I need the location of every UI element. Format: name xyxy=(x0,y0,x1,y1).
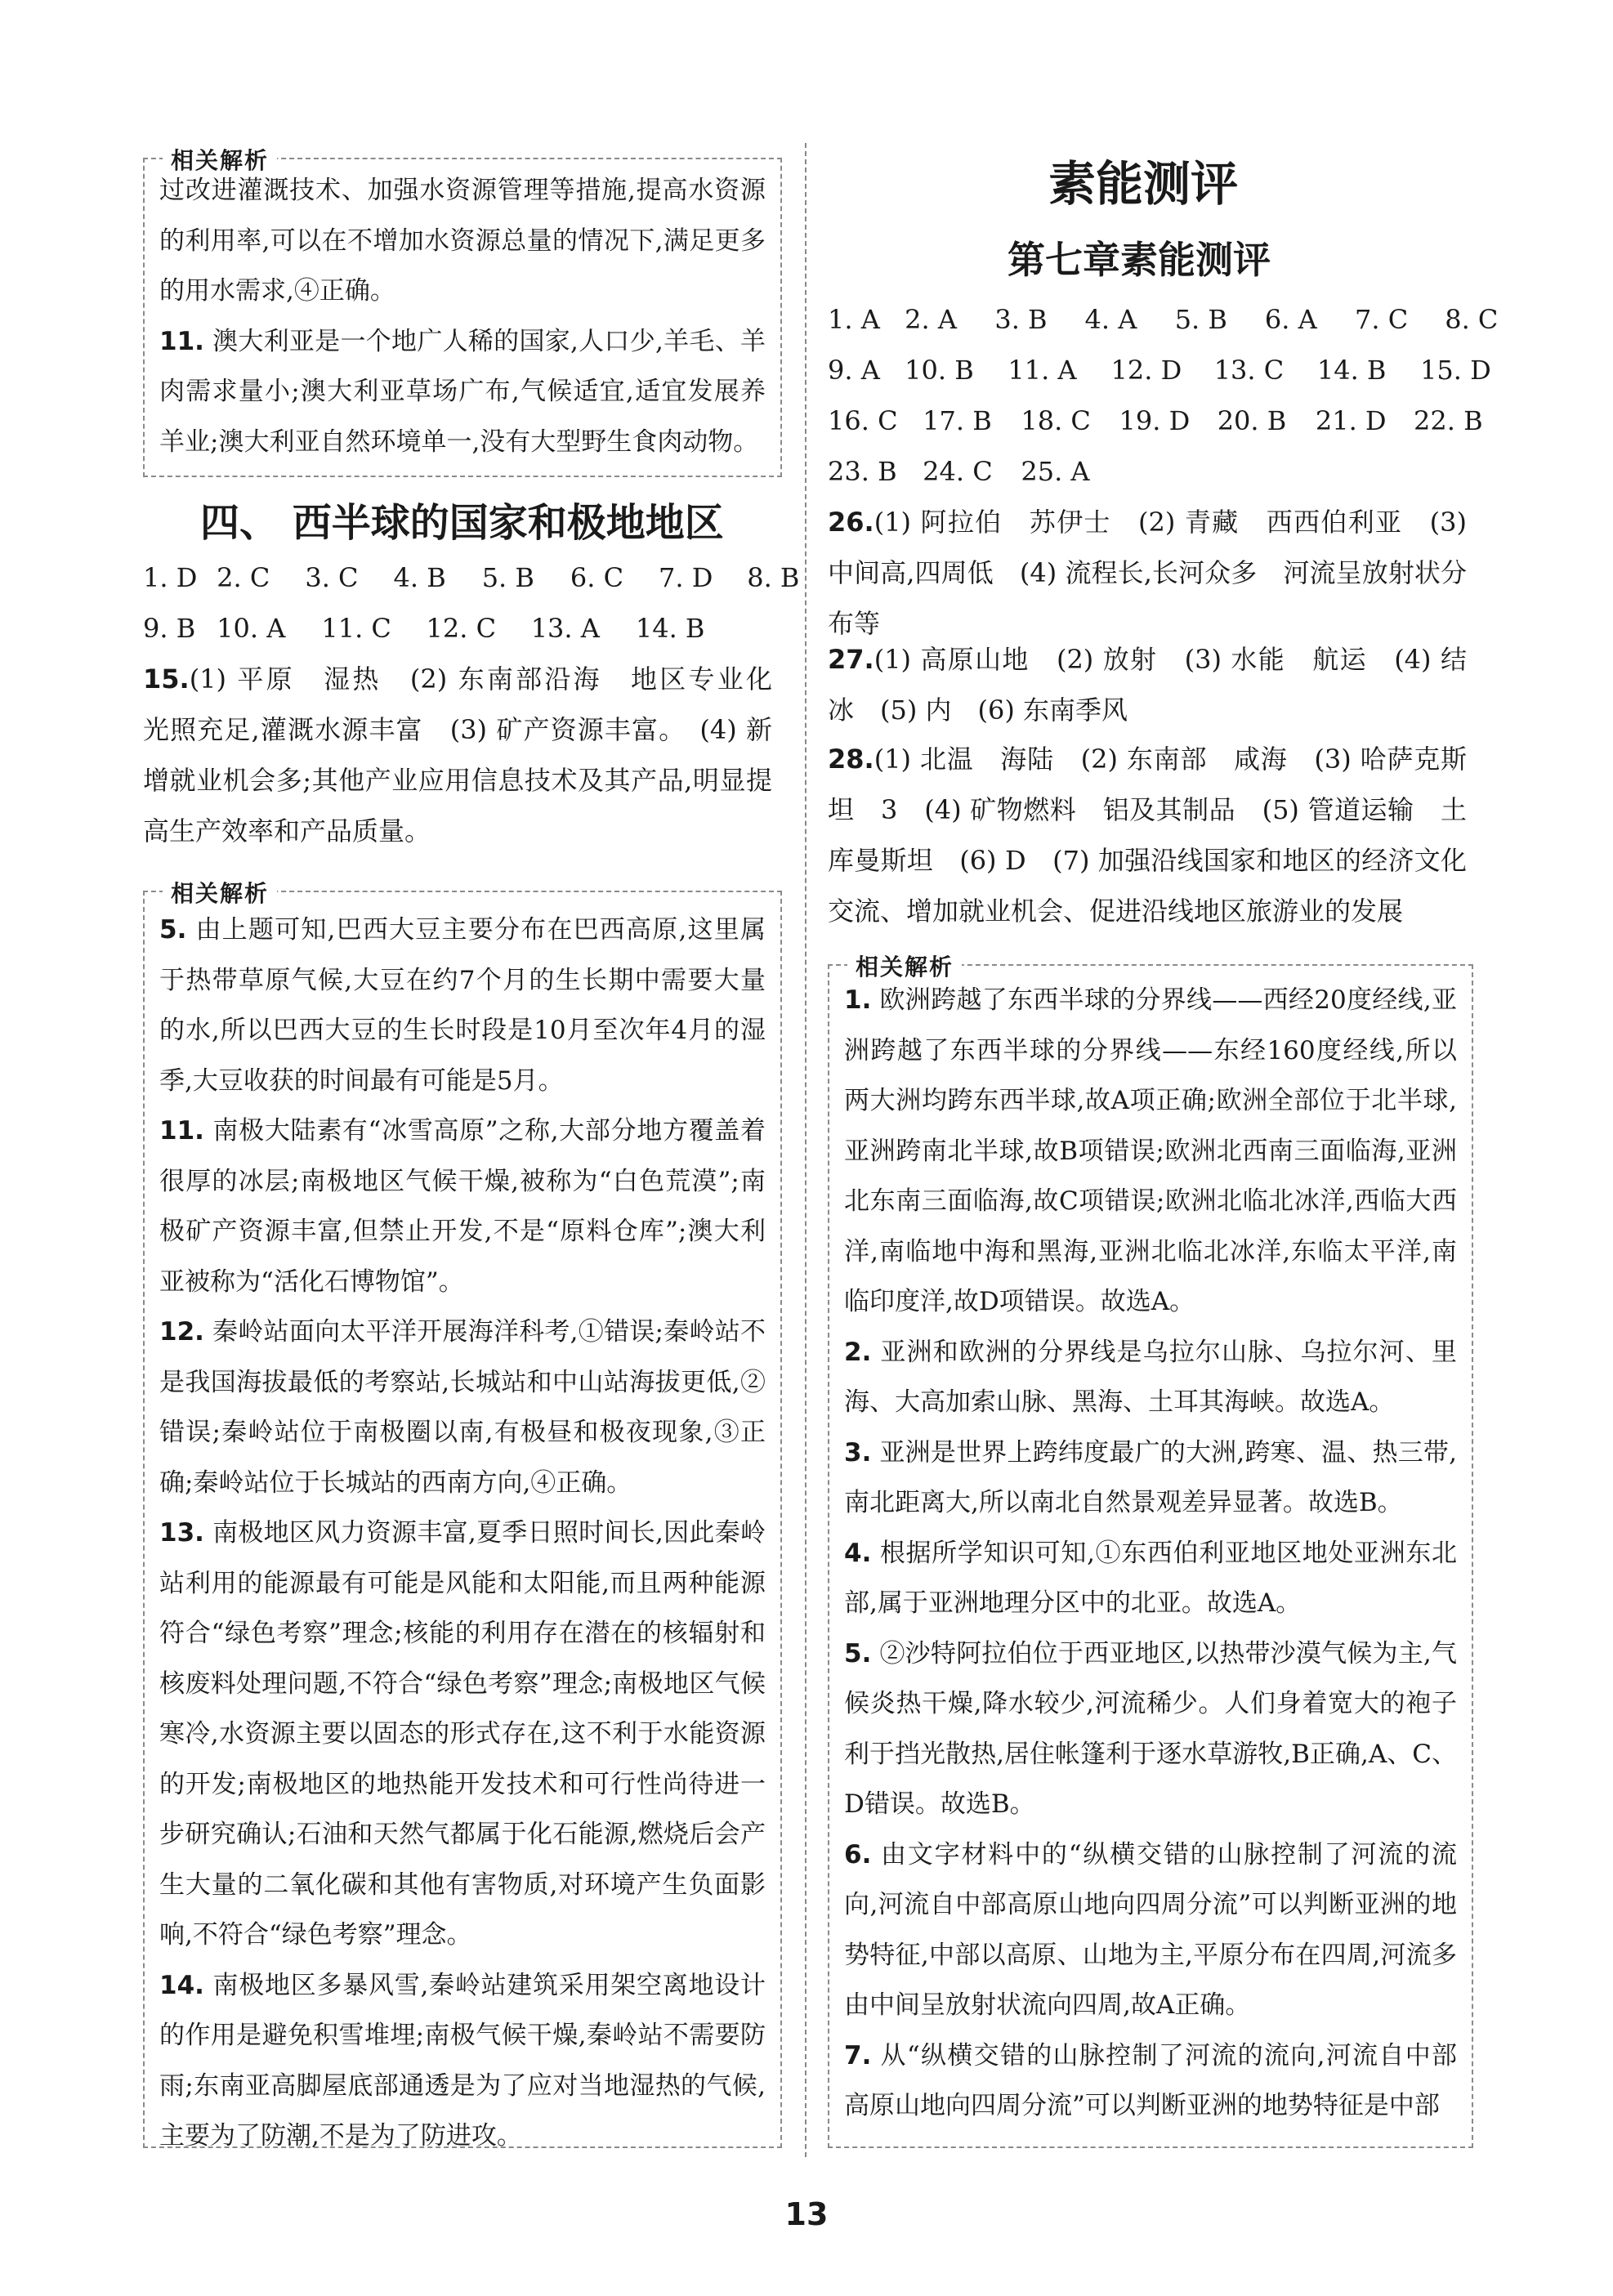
analysis-item: 1. 欧洲跨越了东西半球的分界线——西经20度经线,亚洲跨越了东西半球的分界线——东经160度经线,所以两大洲均跨东西半球,故A项正确;欧洲全部位于北半球,亚洲跨南北半球,故B项错误;欧洲北西南三面临海,亚洲北东南三面临海,故C项错误;欧洲北临北冰洋,西临大西洋,南临地中海和黑海,亚洲北临北冰洋,东临太平洋,南临印度洋,故D项错误。故选A。 xyxy=(844,985,1457,1316)
answer-row-3 xyxy=(828,395,1483,446)
answer-item: 13. C xyxy=(1213,355,1285,386)
analysis-item: 7. 从“纵横交错的山脉控制了河流的流向,河流自中部高原山地向四周分流”可以判断亚洲的地势特征是中部 xyxy=(844,2040,1458,2120)
page-number: 13 xyxy=(784,2196,829,2232)
answer-item: 14. B xyxy=(635,613,705,644)
answer-item: 15. D xyxy=(1420,355,1491,386)
analysis-item: 11. 澳大利亚是一个地广人稀的国家,人口少,羊毛、羊肉需求量小;澳大利亚草场广布,气候适宜,适宜发展养羊业;澳大利亚自然环境单一,没有大型野生食肉动物。 xyxy=(159,326,766,457)
answer-item: 18. C xyxy=(1021,405,1091,436)
answer-28: 28.(1) 北温 海陆 (2) 东南部 咸海 (3) 哈萨克斯坦 3 (4) 矿物燃料 铝及其制品 (5) 管道运输 土库曼斯坦 (6) D (7) 加强沿线国家和地区的经济文化交流、增加就业机会、促进沿线地区旅游业的发展 xyxy=(828,744,1467,927)
answer-item: 7. C xyxy=(1355,304,1409,335)
answer-27: 27.(1) 高原山地 (2) 放射 (3) 水能 航运 (4) 结冰 (5) 内 (6) 东南季风 xyxy=(828,644,1467,726)
answer-item: 6. C xyxy=(570,562,624,593)
answer-row-2 xyxy=(143,603,704,654)
answer-item: 21. D xyxy=(1315,405,1387,436)
answer-item: 12. C xyxy=(426,613,497,644)
answer-item: 16. C xyxy=(828,405,898,436)
analysis-box-3 xyxy=(828,954,1473,2148)
answer-item: 13. A xyxy=(530,613,600,644)
answer-item: 19. D xyxy=(1119,405,1191,436)
answer-26: 26.(1) 阿拉伯 苏伊士 (2) 青藏 西西伯利亚 (3) 中间高,四周低 (4) 流程长,长河众多 河流呈放射状分布等 xyxy=(828,507,1467,639)
answer-item: 4. B xyxy=(393,562,446,593)
answer-row-1 xyxy=(828,294,1498,345)
answer-row-4 xyxy=(828,446,1090,497)
analysis-item: 12. 秦岭站面向太平洋开展海洋科考,①错误;秦岭站不是我国海拔最低的考察站,长城站和中山站海拔更低,②错误;秦岭站位于南极圈以南,有极昼和极夜现象,③正确;秦岭站位于长城站的西南方向,④正确。 xyxy=(159,1317,766,1498)
analysis-item: 5. ②沙特阿拉伯位于西亚地区,以热带沙漠气候为主,气候炎热干燥,降水较少,河流稀少。人们身着宽大的袍子利于挡光散热,居住帐篷利于逐水草游牧,B正确,A、C、D错误。故选B。 xyxy=(844,1638,1457,1819)
analysis-item: 3. 亚洲是世界上跨纬度最广的大洲,跨寒、温、热三带,南北距离大,所以南北自然景观差异显著。故选B。 xyxy=(844,1437,1457,1517)
answer-item: 22. B xyxy=(1414,405,1483,436)
answer-row-2 xyxy=(828,345,1491,395)
chapter-title: 第七章素能测评 xyxy=(1008,238,1271,282)
answer-item: 20. B xyxy=(1217,405,1287,436)
analysis-label: 相关解析 xyxy=(163,876,277,909)
analysis-item: 4. 根据所学知识可知,①东西伯利亚地区地处亚洲东北部,属于亚洲地理分区中的北亚。故选A。 xyxy=(844,1538,1457,1618)
answer-item: 11. C xyxy=(321,613,391,644)
analysis-item: 14. 南极地区多暴风雪,秦岭站建筑采用架空离地设计的作用是避免积雪堆埋;南极气候干燥,秦岭站不需要防雨;东南亚高脚屋底部通透是为了应对当地湿热的气候,主要为了防潮,不是为了防进攻。 xyxy=(159,1970,766,2151)
answer-15: 15.(1) 平原 湿热 (2) 东南部沿海 地区专业化 光照充足,灌溉水源丰富 (3) 矿产资源丰富。 (4) 新增就业机会多;其他产业应用信息技术及其产品,明显提高生产效率和产品质量。 xyxy=(143,663,799,846)
answer-item: 14. B xyxy=(1316,355,1387,386)
answer-item: 24. C xyxy=(923,456,993,487)
answer-item: 5. B xyxy=(481,562,534,593)
analysis-item: 13. 南极地区风力资源丰富,夏季日照时间长,因此秦岭站利用的能源最有可能是风能和太阳能,而且两种能源符合“绿色考察”理念;核能的利用存在潜在的核辐射和核废料处理问题,不符合“绿色考察”理念;南极地区气候寒冷,水资源主要以固态的形式存在,这不利于水能资源的开发;南极地区的地热能开发技术和可行性尚待进一步研究确认;石油和天然气都属于化石能源,燃烧后会产生大量的二氧化碳和其他有害物质,对环境产生负面影响,不符合“绿色考察”理念。 xyxy=(159,1518,766,1950)
analysis-label: 相关解析 xyxy=(163,143,277,176)
answer-item: 23. B xyxy=(828,456,897,487)
analysis-item: 2. 亚洲和欧洲的分界线是乌拉尔山脉、乌拉尔河、里海、大高加索山脉、黑海、土耳其海峡。故选A。 xyxy=(844,1337,1457,1417)
answer-item: 1. D xyxy=(143,562,198,593)
column-divider xyxy=(805,143,806,2157)
answer-item: 3. C xyxy=(305,562,359,593)
answer-item: 3. B xyxy=(994,304,1048,335)
answer-item: 4. A xyxy=(1084,304,1137,335)
analysis-item: 过改进灌溉技术、加强水资源管理等措施,提高水资源的利用率,可以在不增加水资源总量的情况下,满足更多的用水需求,④正确。 xyxy=(159,176,766,306)
analysis-item: 6. 由文字材料中的“纵横交错的山脉控制了河流的流向,河流自中部高原山地向四周分流”可以判断亚洲的地势特征,中部以高原、山地为主,平原分布在四周,河流多由中间呈放射状流向四周,故A正确。 xyxy=(844,1839,1457,2020)
answer-item: 17. B xyxy=(923,405,992,436)
answer-item: 10. A xyxy=(217,613,286,644)
page-title: 素能测评 xyxy=(1048,156,1239,212)
answer-item: 9. A xyxy=(828,355,880,386)
answer-item: 8. C xyxy=(1445,304,1499,335)
answer-row-1 xyxy=(143,552,799,603)
answer-item: 2. C xyxy=(217,562,270,593)
analysis-label: 相关解析 xyxy=(847,949,962,982)
answer-item: 9. B xyxy=(143,613,196,644)
answer-item: 12. D xyxy=(1110,355,1182,386)
answer-item: 7. D xyxy=(659,562,713,593)
analysis-item: 5. 由上题可知,巴西大豆主要分布在巴西高原,这里属于热带草原气候,大豆在约7个月的生长期中需要大量的水,所以巴西大豆的生长时段是10月至次年4月的湿季,大豆收获的时间最有可能是5月。 xyxy=(159,915,766,1096)
answer-item: 5. B xyxy=(1174,304,1227,335)
answer-item: 1. A xyxy=(828,304,880,335)
answer-item: 8. B xyxy=(747,562,800,593)
answer-item: 2. A xyxy=(905,304,957,335)
analysis-item: 11. 南极大陆素有“冰雪高原”之称,大部分地方覆盖着很厚的冰层;南极地区气候干燥,被称为“白色荒漠”;南极矿产资源丰富,但禁止开发,不是“原料仓库”;澳大利亚被称为“活化石博物馆”。 xyxy=(159,1116,766,1297)
answer-item: 10. B xyxy=(905,355,974,386)
answer-item: 25. A xyxy=(1021,456,1090,487)
section-title: 四、 西半球的国家和极地地区 xyxy=(200,500,724,546)
answer-item: 6. A xyxy=(1264,304,1317,335)
analysis-box-2 xyxy=(143,880,782,2151)
answer-item: 11. A xyxy=(1008,355,1077,386)
analysis-box-1 xyxy=(143,147,782,477)
